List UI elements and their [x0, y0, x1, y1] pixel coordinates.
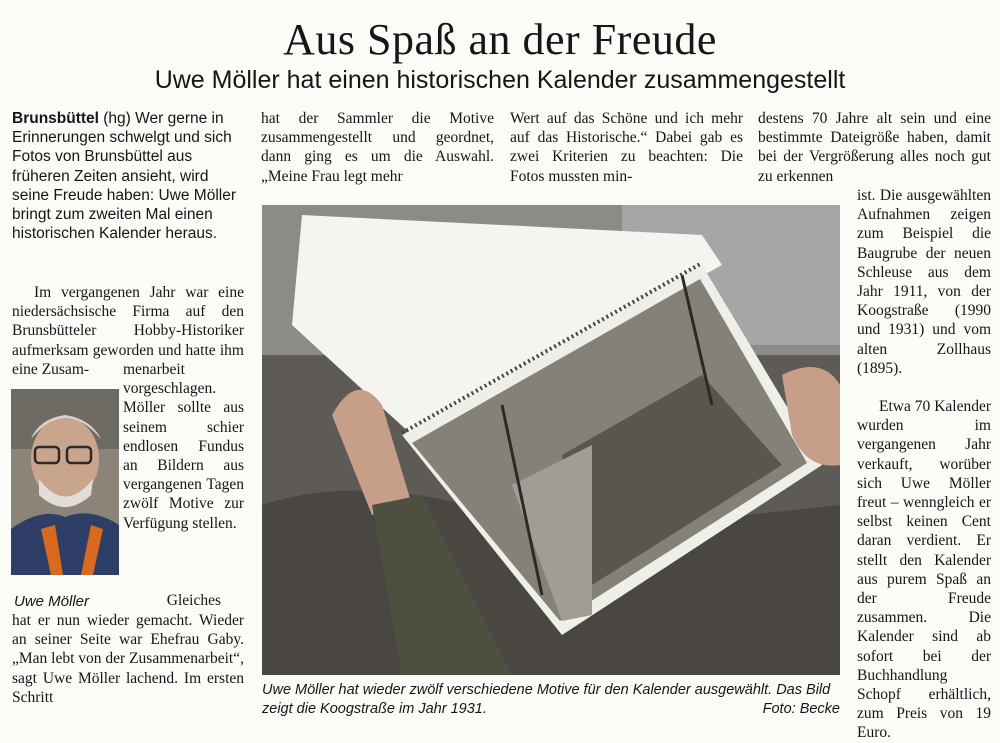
- photo-caption-text: Uwe Möller hat wieder zwölf verschiedene Motive für den Kalender ausgewählt. Das Bild zeigt die Koogstraße im Jahr 1931.: [262, 682, 831, 717]
- portrait-photo: [11, 389, 119, 575]
- lead-place: Brunsbüttel: [12, 110, 99, 127]
- col2-text: hat der Sammler die Motive zusammengestellt und geordnet, dann ging es um die Auswahl. „Meine Frau legt mehr: [261, 110, 494, 185]
- photo-caption: [262, 681, 840, 719]
- col1-paragraph-2: menarbeit vorgeschlagen. Möller sollte aus seinem schier endlosen Fundus an Bildern aus vergangenen Tagen zwölf Motive zur Verfügung stellen.: [123, 361, 244, 532]
- photo-credit: Foto: Becke: [762, 701, 840, 717]
- col1-paragraph-3a: Gleiches: [166, 592, 221, 609]
- portrait-caption: Uwe Möller: [14, 593, 90, 610]
- headline: Aus Spaß an der Freude: [283, 15, 717, 64]
- calendar-photo-image: [262, 205, 840, 675]
- main-photo: [262, 205, 840, 675]
- col1-paragraph-1: Im vergangenen Jahr war eine niedersächsische Firma auf den Brunsbütteler Hobby-Historiker aufmerksam geworden und hatte ihm eine Zusam-: [12, 284, 244, 378]
- portrait-image: [11, 389, 119, 575]
- col3-text: Wert auf das Schöne und ich mehr auf das Historische.“ Dabei gab es zwei Kriterien zu beachten: Die Fotos mussten min-: [510, 110, 743, 185]
- col4-side-paragraph-2: Etwa 70 Kalender wurden im vergangenen Jahr verkauft, worüber sich Uwe Möller freut – wenngleich er selbst keinen Cent daran verdient. Er stellt den Kalender aus purem Spaß an der Freude zusammen. Die Kalender sind ab sofort bei der Buchhandlung Schopf erhältlich, zum Preis von 19 Euro.: [857, 398, 991, 742]
- col4-text: destens 70 Jahre alt sein und eine bestimmte Dateigröße haben, damit bei der Vergrößerung alles noch gut zu erkennen: [758, 110, 991, 185]
- lead-paragraph: [12, 109, 244, 243]
- subheadline: Uwe Möller hat einen historischen Kalender zusammengestellt: [154, 66, 846, 94]
- lead-text: (hg) Wer gerne in Erinnerungen schwelgt und sich Fotos von Brunsbüttel aus früheren Zeiten ansieht, wird seine Freude haben: Uwe Möller bringt zum zweiten Mal einen historischen Kalender heraus.: [12, 110, 237, 243]
- col1-paragraph-3b: hat er nun wieder gemacht. Wieder an seiner Seite war Ehefrau Gaby. „Man lebt von der Zusammenarbeit“, sagt Uwe Möller lachend. Im ersten Schritt: [12, 612, 244, 706]
- col4-side-paragraph-1: ist. Die ausgewählten Aufnahmen zeigen zum Beispiel die Baugrube der neuen Schleuse aus dem Jahr 1911, von der Koogstraße (1990 und 1931) und vom alten Zollhaus (1895).: [857, 187, 991, 377]
